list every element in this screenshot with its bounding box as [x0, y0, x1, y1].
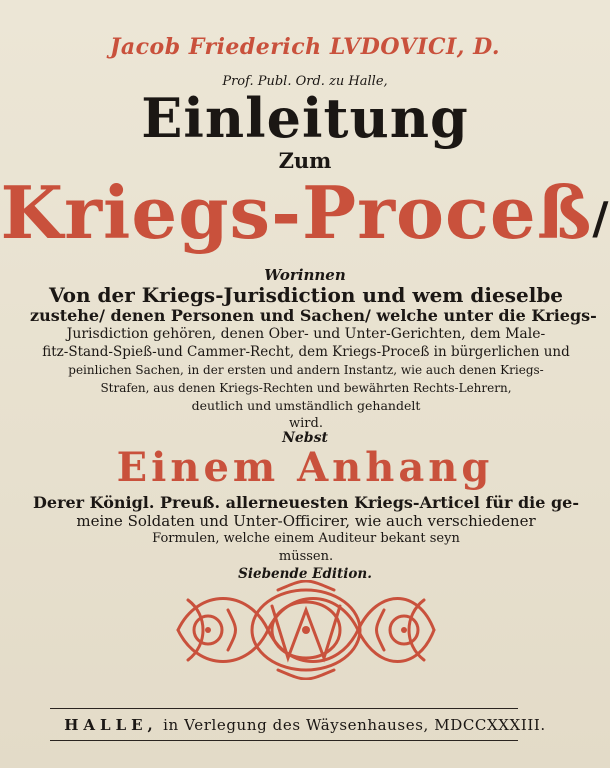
appendix-line: Formulen, welche einem Auditeur bekant seyn	[152, 531, 460, 546]
anhang-heading: Einem Anhang	[116, 444, 494, 491]
description-line: fitz-Stand-Spieß-und Cammer-Recht, dem Kriegs-Proceß in bürgerlichen und	[42, 344, 570, 360]
main-title	[0, 170, 610, 255]
description-line: wird.	[289, 416, 323, 431]
appendix-line: meine Soldaten und Unter-Officirer, wie auch verschiedener	[76, 512, 536, 530]
divider-top	[50, 708, 518, 709]
description-line: peinlichen Sachen, in der ersten und andern Instantz, wie auch denen Kriegs-	[68, 363, 544, 377]
author-given-names: Jacob Friederich	[109, 34, 322, 60]
title-einleitung: Einleitung	[141, 86, 469, 150]
worinnen-heading: Worinnen	[264, 266, 346, 284]
edition-line: Siebende Edition.	[238, 566, 372, 582]
author-line	[0, 34, 610, 60]
description-line: Strafen, aus denen Kriegs-Rechten und bewährten Rechts-Lehrern,	[100, 381, 512, 395]
description-line: Jurisdiction gehören, denen Ober- und Unter-Gerichten, dem Male-	[66, 326, 546, 342]
description-block	[30, 283, 597, 433]
appendix-block	[28, 494, 584, 566]
author-surname: LVDOVICI, D.	[329, 34, 501, 60]
main-title-text: Kriegs-Proceß	[0, 170, 593, 255]
title-zum: Zum	[278, 148, 332, 173]
description-line: Von der Kriegs-Jurisdiction und wem dieselbe	[48, 283, 564, 307]
appendix-line: müssen.	[278, 549, 334, 564]
imprint-year: MDCCXXXIII.	[434, 716, 546, 734]
ornamental-vignette	[168, 580, 444, 680]
divider-bottom	[50, 740, 518, 741]
appendix-line: Derer Königl. Preuß. allerneuesten Kriegs-Articel für die ge-	[33, 493, 579, 512]
main-title-slash: /	[592, 193, 610, 245]
description-line: zustehe/ denen Personen und Sachen/ welche unter die Kriegs-	[30, 306, 597, 325]
nebst-line: Nebst	[282, 430, 328, 446]
professor-line: Prof. Publ. Ord. zu Halle,	[222, 74, 388, 89]
imprint-city: HALLE,	[64, 716, 158, 734]
imprint-line	[0, 716, 610, 734]
imprint-publisher: in Verlegung des Wäysenhauses,	[163, 716, 429, 734]
description-line: deutlich und umständlich gehandelt	[191, 398, 421, 413]
